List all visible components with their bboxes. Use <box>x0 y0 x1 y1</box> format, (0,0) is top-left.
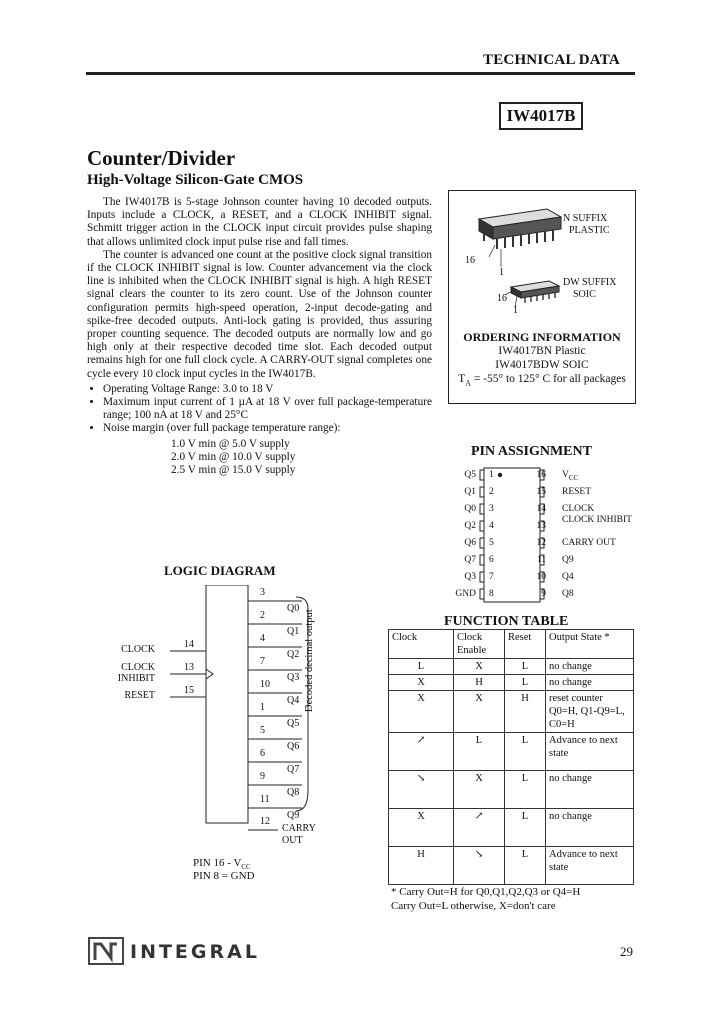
table-row <box>389 675 634 691</box>
temperature-range <box>449 372 635 390</box>
column-header: Output State * <box>546 630 634 659</box>
noise-margin-item: 2.5 V min @ 15.0 V supply <box>171 464 296 477</box>
dip-pin16-label: 16 <box>465 255 475 266</box>
output-name: Q3 <box>287 672 300 683</box>
column-header: Reset <box>505 630 546 659</box>
function-table-title: FUNCTION TABLE <box>444 614 569 629</box>
output-pin-number: 5 <box>260 725 265 736</box>
table-header-row <box>389 630 634 659</box>
header-rule <box>86 72 635 75</box>
dip-pin1-label: 1 <box>499 267 504 278</box>
dw-type-label: SOIC <box>573 289 596 300</box>
n-type-label: PLASTIC <box>569 225 610 236</box>
function-table <box>388 629 634 885</box>
table-cell: L <box>505 733 546 771</box>
output-name: Q2 <box>287 649 300 660</box>
noise-margin-item: 1.0 V min @ 5.0 V supply <box>171 437 290 450</box>
pin8-note: PIN 8 = GND <box>193 870 255 882</box>
pin-number-left: 8 <box>489 589 494 599</box>
pin-name-left: Q2 <box>464 521 476 531</box>
pin-name-right: Q8 <box>562 589 574 599</box>
pin-number-right: 10 <box>536 572 546 582</box>
dip-package-icon <box>479 209 561 267</box>
input-label: CLOCK INHIBIT <box>117 662 155 684</box>
pin-name-right: $V_{CC}$ <box>562 470 579 482</box>
package-drawing <box>449 191 635 321</box>
table-cell: reset counter Q0=H, Q1-Q9=L, C0=H <box>546 691 634 733</box>
table-cell: L <box>505 771 546 809</box>
pin-name-left: Q0 <box>464 504 476 514</box>
pin-name-right: CLOCK <box>562 504 595 514</box>
table-cell: H <box>454 675 505 691</box>
note-line: Carry Out=L otherwise, X=don't care <box>391 900 556 912</box>
pin1-marker <box>498 473 502 477</box>
pin-assignment-title: PIN ASSIGNMENT <box>471 444 592 459</box>
integral-logo-icon <box>88 937 124 965</box>
output-pin-number: 12 <box>260 816 270 827</box>
table-cell: H <box>389 847 454 885</box>
table-cell: no change <box>546 675 634 691</box>
output-name: Q8 <box>287 787 300 798</box>
input-label: CLOCK <box>121 644 155 655</box>
soic-package-icon <box>505 281 559 307</box>
pin-name-left: Q3 <box>464 572 476 582</box>
table-cell: X <box>389 691 454 733</box>
pin-number-right: 9 <box>541 589 546 599</box>
output-name: Q7 <box>287 764 300 775</box>
table-cell: ↘ <box>389 771 454 809</box>
pin-number-left: 2 <box>489 487 494 497</box>
feature-item: • Noise margin (over full package temperature range): <box>103 422 432 435</box>
table-cell: Advance to next state <box>546 733 634 771</box>
pin-number-left: 3 <box>489 504 494 514</box>
pin-name-left: Q7 <box>464 555 476 565</box>
package-box <box>448 190 636 404</box>
page-subtitle: High-Voltage Silicon-Gate CMOS <box>87 172 304 188</box>
input-pin-number: 13 <box>184 662 194 673</box>
table-cell: X <box>389 675 454 691</box>
output-name: CARRY OUT <box>282 823 316 846</box>
pin-name-left: GND <box>455 589 476 599</box>
temp-rest: = -55° to 125° C for all packages <box>470 373 626 385</box>
table-cell: X <box>454 691 505 733</box>
output-name: Q5 <box>287 718 300 729</box>
table-cell: L <box>505 847 546 885</box>
page-number: 29 <box>620 944 633 959</box>
ordering-line: IW4017BDW SOIC <box>495 359 589 371</box>
table-cell: no change <box>546 771 634 809</box>
pin-name-right: CLOCK INHIBIT <box>562 515 632 525</box>
table-cell: no change <box>546 809 634 847</box>
pin-number-right: 11 <box>536 555 546 565</box>
output-name: Q0 <box>287 603 300 614</box>
input-pin-number: 15 <box>184 685 194 696</box>
output-name: Q1 <box>287 626 300 637</box>
temp-prefix: T <box>458 373 466 385</box>
output-pin-number: 9 <box>260 771 265 782</box>
output-name: Q9 <box>287 810 300 821</box>
ordering-title: ORDERING INFORMATION <box>463 330 621 344</box>
dw-suffix-label: DW SUFFIX <box>563 277 617 288</box>
output-pin-number: 7 <box>260 656 265 667</box>
pin-name-left: Q6 <box>464 538 476 548</box>
pin-number-left: 4 <box>489 521 494 531</box>
output-name: Q6 <box>287 741 300 752</box>
table-cell: L <box>389 659 454 675</box>
brand-name: INTEGRAL <box>130 941 260 963</box>
table-cell: X <box>454 771 505 809</box>
n-suffix-label: N SUFFIX <box>563 213 608 224</box>
output-pin-number: 2 <box>260 610 265 621</box>
noise-margin-item: 2.0 V min @ 10.0 V supply <box>171 450 296 463</box>
note-line: * Carry Out=H for Q0,Q1,Q2,Q3 or Q4=H <box>391 886 581 898</box>
description-paragraph-2: The counter is advanced one count at the positive clock signal transition if the CLOCK INHIBIT signal is low. Counter advancement via the clock line is inhibited when the CLOCK INHIBIT signal is high. A high RESET signal clears the counter to its zero count. Use of the Johnson counter configuration permits high-speed operation, 2-input decode-gating and spike-free decoded outputs. Anti-lock gating is provided, thus assuring proper counting sequence. The decoded outputs are normally low and go high only at their respective decoded time slot. Each decoded output remains high for one full clock cycle. A CARRY-OUT signal completes one cycle every 10 clock input cycles in the IW4017B. <box>87 248 432 380</box>
decoded-output-label: Decoded decimal output <box>304 609 315 712</box>
soic-pin1-label: 1 <box>513 305 518 316</box>
table-row <box>389 847 634 885</box>
pin-name-left: Q1 <box>464 487 476 497</box>
pin-number-right: 14 <box>536 504 546 514</box>
description-paragraph-1: The IW4017B is 5-stage Johnson counter having 10 decoded outputs. Inputs include a CLOCK, a RESET, and a CLOCK INHIBIT signal. Schmitt trigger action in the CLOCK input circuit provides pulse shaping that allows unlimited clock input pulse rise and fall times. <box>87 196 432 248</box>
logic-diagram-title: LOGIC DIAGRAM <box>164 563 276 578</box>
output-pin-number: 6 <box>260 748 265 759</box>
output-pin-number: 3 <box>260 587 265 598</box>
output-pin-number: 4 <box>260 633 265 644</box>
input-label: RESET <box>124 690 155 701</box>
pin16-note-sub: CC <box>241 863 251 872</box>
output-pin-number: 11 <box>260 794 270 805</box>
table-row <box>389 809 634 847</box>
ordering-line: IW4017BN Plastic <box>498 345 586 357</box>
table-cell: Advance to next state <box>546 847 634 885</box>
pin-number-right: 12 <box>536 538 546 548</box>
output-name: Q4 <box>287 695 300 706</box>
function-table-notes <box>391 885 580 913</box>
table-cell: L <box>505 675 546 691</box>
pin-name-right: CARRY OUT <box>562 538 616 548</box>
table-cell: H <box>505 691 546 733</box>
table-row <box>389 733 634 771</box>
pin-name-right: RESET <box>562 487 592 497</box>
temp-sub: A <box>465 378 471 388</box>
table-cell: L <box>505 659 546 675</box>
soic-pin16-label: 16 <box>497 293 507 304</box>
pin-number-right: 13 <box>536 521 546 531</box>
column-header: Clock Enable <box>454 630 505 659</box>
part-number-box: IW4017B <box>499 102 583 130</box>
table-cell: L <box>505 809 546 847</box>
table-cell: X <box>454 659 505 675</box>
noise-margin-list <box>87 438 432 478</box>
table-cell: L <box>454 733 505 771</box>
table-row <box>389 771 634 809</box>
pin-name-right: Q4 <box>562 572 574 582</box>
feature-item: • Maximum input current of 1 µA at 18 V over full package-temperature range; 100 nA at 18 V and 25°C <box>103 396 432 422</box>
pin-name-right: Q9 <box>562 555 574 565</box>
features-list <box>87 383 432 436</box>
pin-number-left: 5 <box>489 538 494 548</box>
page-title: Counter/Divider <box>87 146 236 170</box>
pin-number-left: 7 <box>489 572 494 582</box>
table-cell: ↗ <box>454 809 505 847</box>
input-pin-number: 14 <box>184 639 194 650</box>
section-header: TECHNICAL DATA <box>483 52 620 68</box>
pin-number-right: 16 <box>536 470 546 480</box>
table-row <box>389 659 634 675</box>
pin16-note-text: PIN 16 - V <box>193 857 242 869</box>
pin-number-right: 15 <box>536 487 546 497</box>
pin-number-left: 1 <box>489 470 494 480</box>
table-cell: ↘ <box>454 847 505 885</box>
description <box>87 196 432 477</box>
feature-item: • Operating Voltage Range: 3.0 to 18 V <box>103 383 432 396</box>
table-cell: no change <box>546 659 634 675</box>
pin-name-left: Q5 <box>464 470 476 480</box>
table-cell: ↗ <box>389 733 454 771</box>
column-header: Clock <box>389 630 454 659</box>
output-pin-number: 10 <box>260 679 270 690</box>
table-row <box>389 691 634 733</box>
pin-number-left: 6 <box>489 555 494 565</box>
table-cell: X <box>389 809 454 847</box>
output-pin-number: 1 <box>260 702 265 713</box>
